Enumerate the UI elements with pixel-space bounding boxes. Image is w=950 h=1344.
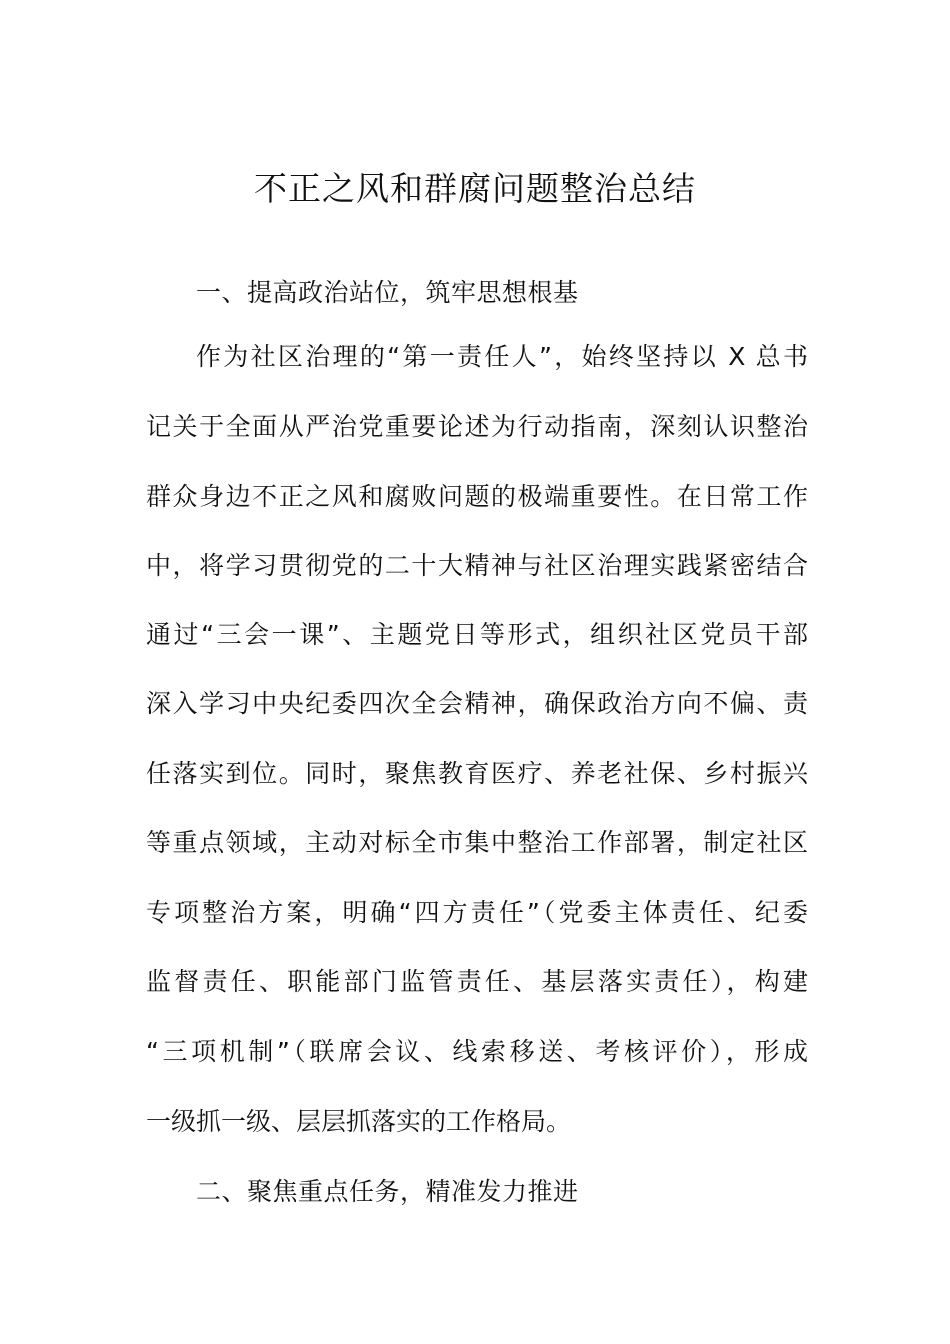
- paragraph-line: “三项机制”（联席会议、线索移送、考核评价），形成: [146, 1037, 808, 1066]
- paragraph-line: 深入学习中央纪委四次全会精神，确保政治方向不偏、责: [146, 689, 808, 718]
- paragraph-line: 作为社区治理的“第一责任人”，始终坚持以 X 总书: [196, 342, 808, 371]
- paragraph-line: 等重点领域，主动对标全市集中整治工作部署，制定社区: [146, 828, 808, 857]
- section-heading-1: 一、提高政治站位，筑牢思想根基: [196, 278, 579, 307]
- paragraph-line: 一级抓一级、层层抓落实的工作格局。: [146, 1107, 572, 1136]
- paragraph-line: 中，将学习贯彻党的二十大精神与社区治理实践紧密结合: [146, 551, 808, 580]
- paragraph-line: 记关于全面从严治党重要论述为行动指南，深刻认识整治: [146, 412, 808, 441]
- paragraph-line: 专项整治方案，明确“四方责任”（党委主体责任、纪委: [146, 898, 808, 927]
- paragraph-line: 监督责任、职能部门监管责任、基层落实责任），构建: [146, 967, 808, 996]
- paragraph-line: 通过“三会一课”、主题党日等形式，组织社区党员干部: [146, 620, 808, 649]
- paragraph-line: 任落实到位。同时，聚焦教育医疗、养老社保、乡村振兴: [146, 759, 808, 788]
- section-heading-2: 二、聚焦重点任务，精准发力推进: [196, 1177, 579, 1206]
- document-title: 不正之风和群腐问题整治总结: [254, 169, 696, 208]
- paragraph-line: 群众身边不正之风和腐败问题的极端重要性。在日常工作: [146, 482, 808, 511]
